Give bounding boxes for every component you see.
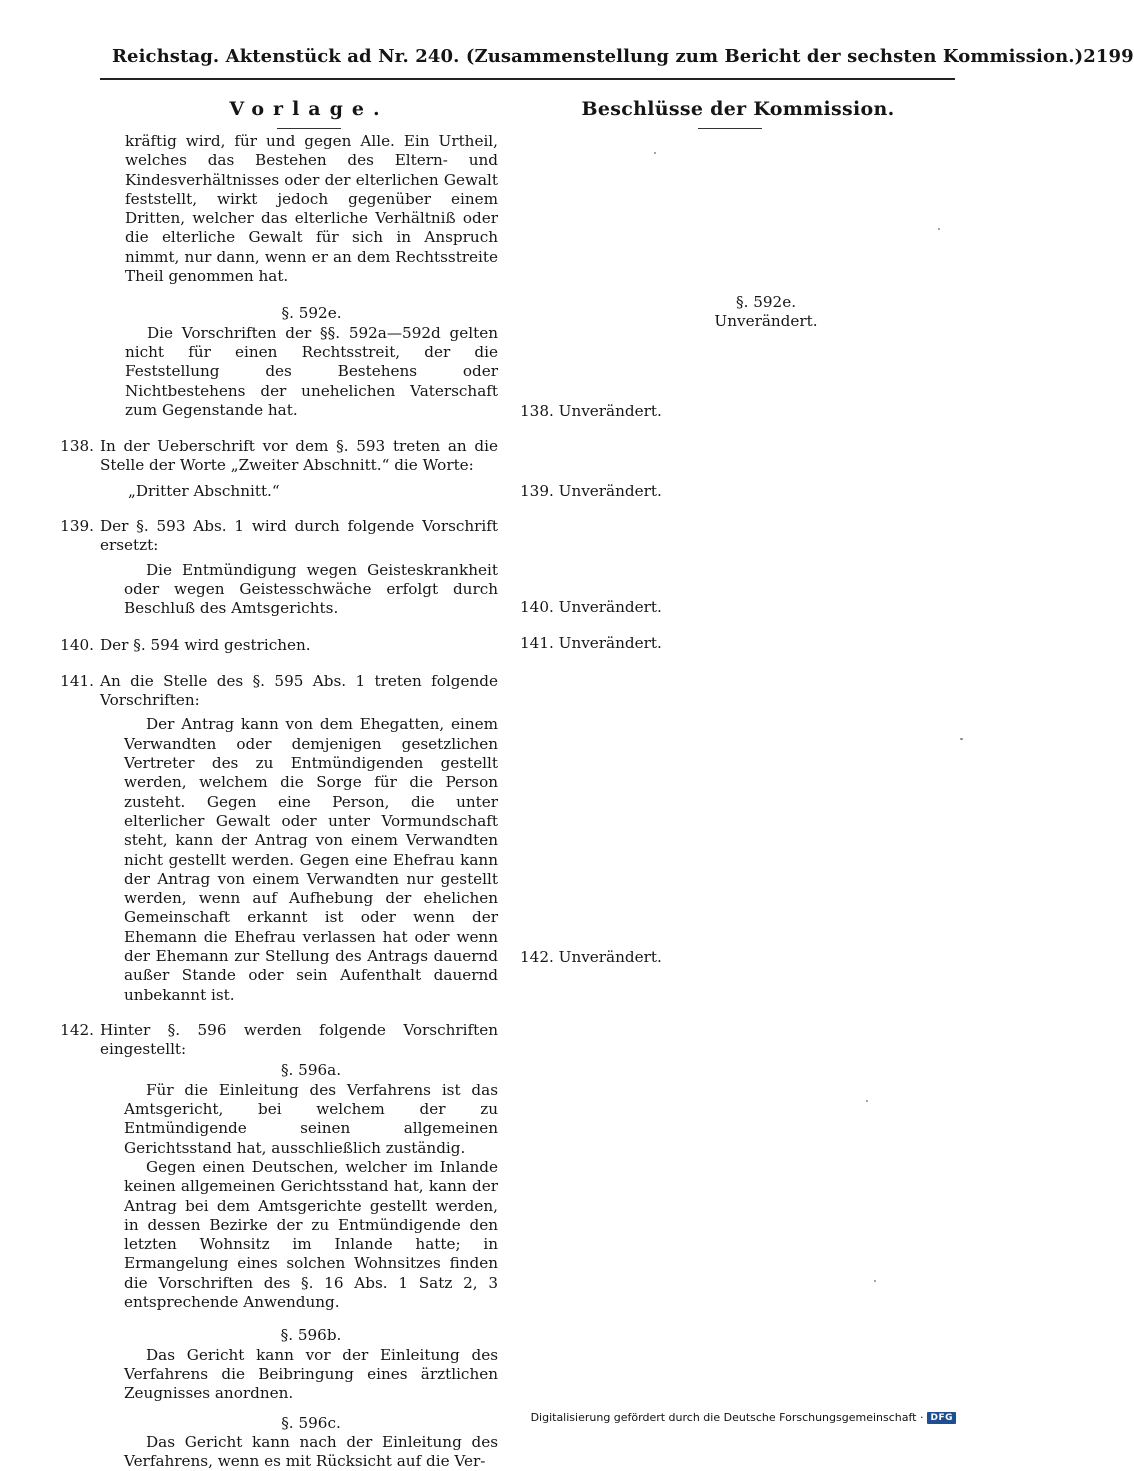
right-item-141: 141. Unverändert. [520, 634, 662, 652]
section-596a-para-2: Gegen einen Deutschen, welcher im Inlande keinen allgemeinen Gerichtsstand hat, kann der Antrag bei dem Amtsgerichte gestellt werden, in dessen Bezirke der zu Entmündigende den letzten Wohnsitz im Inlande hatte; in Ermangelung eines solchen Wohnsitzes finden die Vorschriften des §. 16 Abs. 1 Satz 2, 3 entsprechende Anwendung. [124, 1157, 498, 1312]
item-text: Der §. 594 wird gestrichen. [100, 635, 311, 654]
header-title: Reichstag. Aktenstück ad Nr. 240. (Zusammenstellung zum Bericht der sechsten Kommission.) [112, 46, 1084, 67]
item-inner-text: Die Entmündigung wegen Geisteskrankheit oder wegen Geistesschwäche erfolgt durch Beschluß des Amtsgerichts. [124, 560, 498, 618]
section-596c-text: Das Gericht kann nach der Einleitung des Verfahrens, wenn es mit Rücksicht auf die Ver- [124, 1432, 498, 1471]
scan-speck [874, 1280, 876, 1282]
item-140 [60, 635, 498, 655]
item-text: Der §. 593 Abs. 1 wird durch folgende Vorschrift ersetzt: [100, 517, 498, 555]
section-592e-title: §. 592e. [281, 304, 342, 323]
footer-text: Digitalisierung gefördert durch die Deutsche Forschungsgemeinschaft · [530, 1411, 924, 1424]
dfg-logo-icon: DFG [927, 1412, 956, 1424]
right-592e-title: §. 592e. [735, 293, 797, 311]
column-heading-vorlage: Vorlage. [100, 98, 498, 132]
right-item-142: 142. Unverändert. [520, 948, 662, 966]
header-rule [100, 78, 955, 80]
item-inner-text: Der Antrag kann von dem Ehegatten, einem Verwandten oder demjenigen gesetzlichen Vertreter des zu Entmündigenden gestellt werden, welchem die Sorge für die Person zusteht. Gegen eine Person, die unter elterlicher Gewalt oder unter Vormundschaft steht, kann der Antrag von einem Verwandten nicht gestellt werden. Gegen eine Ehefrau kann der Antrag von einem Verwandten nur gestellt werden, wenn auf Aufhebung der ehelichen Gemeinschaft erkannt ist oder wenn der Ehemann die Ehefrau verlassen hat oder wenn der Ehemann zur Stellung des Antrags dauernd außer Stande oder sein Aufenthalt dauernd unbekannt ist. [124, 715, 498, 1004]
item-number: 142. [60, 1020, 94, 1039]
right-item-139: 139. Unverändert. [520, 482, 662, 500]
scan-speck [938, 228, 940, 230]
right-item-138: 138. Unverändert. [520, 402, 662, 420]
right-item-140: 140. Unverändert. [520, 598, 662, 616]
item-number: 139. [60, 517, 94, 536]
scan-speck [866, 1100, 868, 1102]
section-596a-para-1: Für die Einleitung des Verfahrens ist das Amtsgericht, bei welchem der zu Entmündigende seinen allgemeinen Gerichtsstand hat, ausschließlich zuständig. [124, 1080, 498, 1157]
scan-speck [960, 738, 963, 740]
item-138 [60, 437, 498, 501]
section-596a-title: §. 596a. [280, 1061, 342, 1080]
section-592e-text: Die Vorschriften der §§. 592a—592d gelten nicht für einen Rechtsstreit, der die Feststellung des Bestehens oder Nichtbestehens der unehelichen Vaterschaft zum Gegenstande hat. [125, 323, 498, 419]
section-596b-title: §. 596b. [280, 1326, 342, 1345]
item-139 [60, 517, 498, 618]
running-header [112, 46, 1134, 67]
item-text: An die Stelle des §. 595 Abs. 1 treten folgende Vorschriften: [100, 671, 498, 710]
item-number: 140. [60, 635, 94, 654]
item-text: Hinter §. 596 werden folgende Vorschriften eingestellt: [100, 1020, 498, 1059]
item-142 [60, 1020, 498, 1471]
section-596b-text: Das Gericht kann vor der Einleitung des Verfahrens die Beibringung eines ärztlichen Zeugnisses anordnen. [124, 1345, 498, 1403]
footer-credit [531, 1411, 956, 1424]
scan-speck [654, 152, 656, 154]
right-section-592e [518, 293, 1014, 332]
section-596c-title: §. 596c. [281, 1413, 341, 1432]
page-number: 2199 [1083, 46, 1134, 67]
item-text: In der Ueberschrift vor dem §. 593 treten an die Stelle der Worte „Zweiter Abschnitt.“ die Worte: [100, 437, 498, 475]
continuation-paragraph: kräftig wird, für und gegen Alle. Ein Urtheil, welches das Bestehen des Eltern- und Kindesverhältnisses oder der elterlichen Gewalt feststellt, wirkt jedoch gegenüber einem Dritten, welcher das elterliche Verhältniß oder die elterliche Gewalt für sich in Anspruch nimmt, nur dann, wenn er an dem Rechtsstreite Theil genommen hat. [125, 132, 498, 286]
column-beschluesse [518, 98, 958, 132]
column-heading-beschluesse: Beschlüsse der Kommission. [518, 98, 958, 132]
heading-underline [277, 128, 341, 129]
heading-underline [698, 128, 762, 129]
item-141 [60, 671, 498, 1005]
quoted-heading: „Dritter Abschnitt.“ [128, 481, 280, 500]
item-number: 141. [60, 671, 94, 690]
item-number: 138. [60, 437, 94, 456]
column-vorlage [60, 98, 498, 1471]
right-592e-text: Unverändert. [714, 312, 818, 331]
